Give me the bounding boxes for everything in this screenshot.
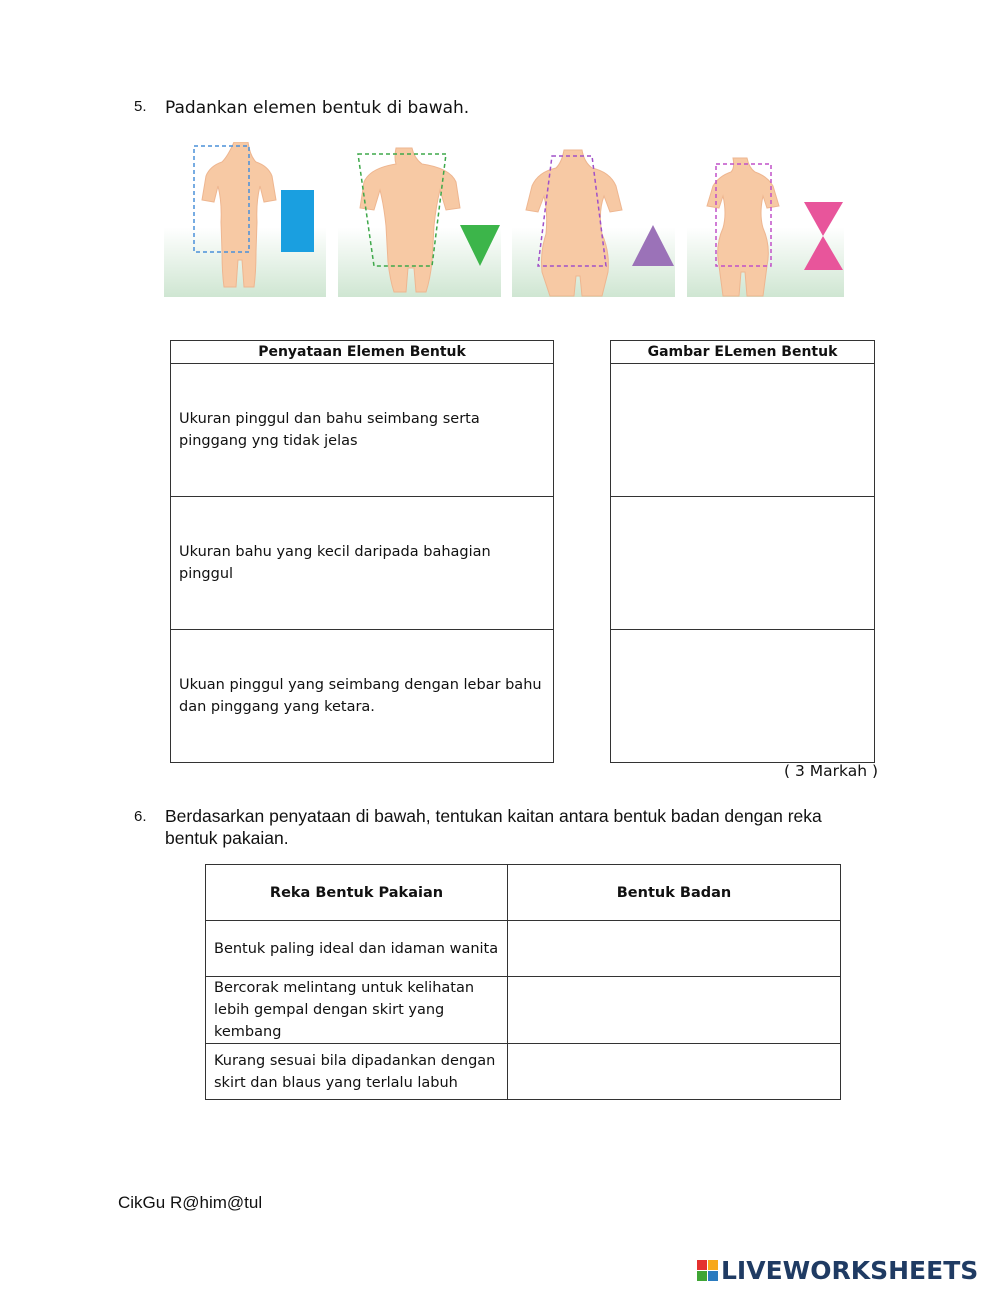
shape-statement-3: Ukuan pinggul yang seimbang dengan lebar bahu dan pinggang yang ketara. (171, 630, 554, 763)
author-credit: CikGu R@him@tul (118, 1193, 263, 1212)
shape-image-answer-3[interactable] (611, 630, 875, 763)
body-shape-inverted-triangle-figure (338, 142, 501, 297)
shape-statement-table (170, 340, 554, 763)
body-shape-rectangle-figure (164, 142, 326, 297)
liveworksheets-logo-text: LIVEWORKSHEETS (721, 1256, 979, 1285)
shape-image-table (610, 340, 875, 763)
clothing-design-1: Bentuk paling ideal dan idaman wanita (206, 921, 508, 977)
liveworksheets-logo-icon (697, 1260, 718, 1281)
body-shape-triangle-figure (512, 142, 675, 297)
question-6-text: Berdasarkan penyataan di bawah, tentukan kaitan antara bentuk badan dengan reka bentuk pakaian. (165, 806, 822, 848)
body-shape-answer-1[interactable] (508, 921, 841, 977)
clothing-design-2: Bercorak melintang untuk kelihatan lebih gempal dengan skirt yang kembang (206, 977, 508, 1044)
body-shape-answer-2[interactable] (508, 977, 841, 1044)
marks-label: ( 3 Markah ) (784, 762, 879, 780)
shape-image-answer-1[interactable] (611, 364, 875, 497)
question-5-number: 5. (134, 98, 147, 115)
clothing-design-3: Kurang sesuai bila dipadankan dengan skirt dan blaus yang terlalu labuh (206, 1044, 508, 1100)
shape-image-answer-2[interactable] (611, 497, 875, 630)
body-shape-answer-3[interactable] (508, 1044, 841, 1100)
shape-image-header: Gambar ELemen Bentuk (611, 341, 875, 364)
shape-statement-2: Ukuran bahu yang kecil daripada bahagian pinggul (171, 497, 554, 630)
liveworksheets-logo (697, 1256, 978, 1285)
body-shape-hourglass-figure (687, 142, 844, 297)
question-5-text: Padankan elemen bentuk di bawah. (165, 98, 470, 118)
shape-statement-header: Penyataan Elemen Bentuk (171, 341, 554, 364)
shape-statement-1: Ukuran pinggul dan bahu seimbang serta pinggang yng tidak jelas (171, 364, 554, 497)
body-shape-header: Bentuk Badan (508, 865, 841, 921)
body-shape-clothing-table (205, 864, 841, 1100)
question-6-number: 6. (134, 808, 147, 825)
clothing-design-header: Reka Bentuk Pakaian (206, 865, 508, 921)
